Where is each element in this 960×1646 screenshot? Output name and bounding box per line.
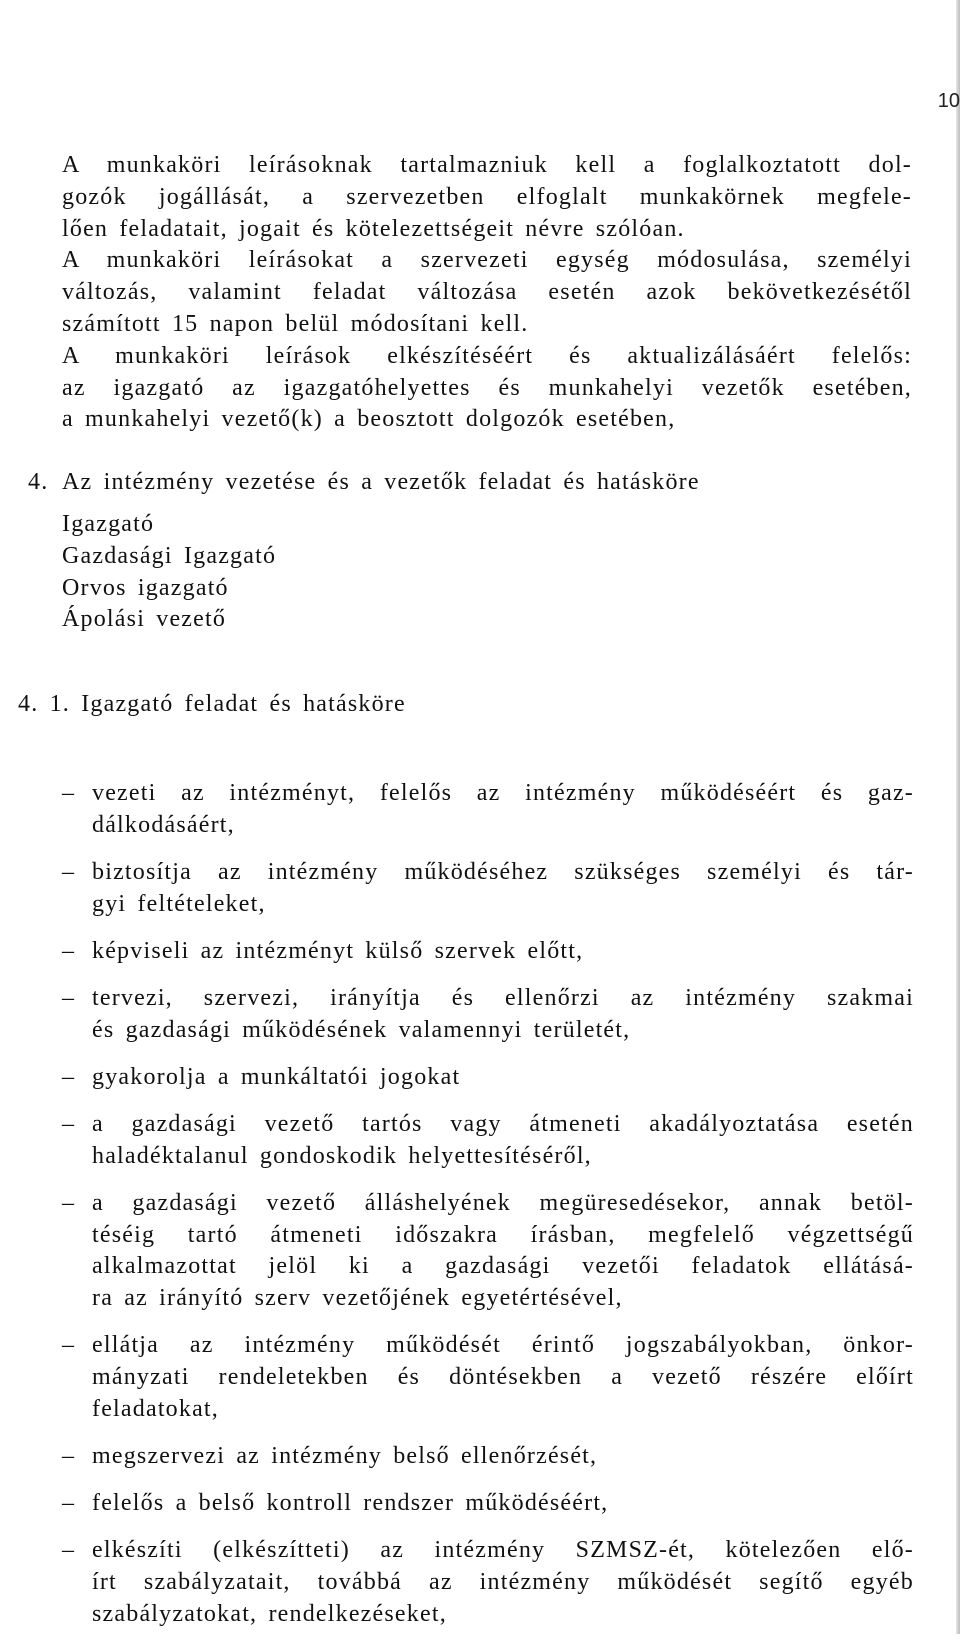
intro-paragraphs [62,150,912,436]
duties-list [62,778,914,1646]
duty-item [62,1330,914,1425]
intro-line: A munkaköri leírásokat a szervezeti egység módosulása, személyi [62,247,912,274]
duty-item [62,1535,914,1630]
dash-bullet-icon: – [62,1490,76,1517]
page-number: 10 [937,90,960,112]
intro-line: gozók jogállását, a szervezetben elfoglalt munkakörnek megfele- [62,183,912,210]
duty-line: mányzati rendeletekben és döntésekben a vezető részére előírt [92,1364,914,1391]
duty-line: téséig tartó átmeneti időszakra írásban, megfelelő végzettségű [92,1221,914,1248]
section-title: Az intézmény vezetése és a vezetők feladat és hatásköre [62,469,700,495]
intro-line: A munkaköri leírásoknak tartalmazniuk kell a foglalkoztatott dol- [62,152,912,178]
duty-line: ellátja az intézmény működését érintő jogszabályokban, önkor- [92,1332,914,1359]
duty-line: a gazdasági vezető tartós vagy átmeneti akadályoztatása esetén [92,1110,914,1137]
duty-item [62,1488,914,1520]
dash-bullet-icon: – [62,780,76,806]
duty-item [62,1188,914,1315]
dash-bullet-icon: – [62,1332,76,1359]
duty-item [62,1109,914,1173]
intro-line: változás, valamint feladat változása esetén azok bekövetkezésétől [62,279,912,306]
duty-line: gyakorolja a munkáltatói jogokat [92,1063,461,1090]
leaders-list [62,509,276,636]
duty-item [62,1062,914,1094]
duty-line: feladatokat, [92,1395,220,1422]
duty-line: megszervezi az intézmény belső ellenőrzését, [92,1442,598,1469]
dash-bullet-icon: – [62,1537,76,1564]
subsection-heading: 4. 1. Igazgató feladat és hatásköre [18,691,406,717]
dash-bullet-icon: – [62,858,76,885]
leader-item: Gazdasági Igazgató [62,542,277,569]
duty-item [62,857,914,921]
dash-bullet-icon: – [62,1442,76,1469]
intro-line: számított 15 napon belül módosítani kell. [62,310,529,337]
duty-line: képviseli az intézményt külső szervek előtt, [92,937,584,964]
page-edge [956,0,960,1634]
intro-line: az igazgató az igazgatóhelyettes és munkahelyi vezetők esetében, [62,374,912,401]
duty-line: a gazdasági vezető álláshelyének megüresedésekor, annak betöl- [92,1189,914,1216]
duty-item [62,1441,914,1473]
duty-item [62,778,914,842]
duty-line: gyi feltételeket, [92,890,266,917]
intro-line: a munkahelyi vezető(k) a beosztott dolgozók esetében, [62,406,676,433]
leader-item: Igazgató [62,511,155,537]
intro-line: lően feladatait, jogait és kötelezettségeit névre szólóan. [62,215,685,242]
leader-item: Orvos igazgató [62,574,229,601]
duty-item [62,936,914,968]
section-number: 4. [28,469,49,495]
section-heading [28,466,848,498]
dash-bullet-icon: – [62,937,76,964]
intro-line: A munkaköri leírások elkészítéséért és aktualizálásáért felelős: [62,342,912,369]
duty-item [62,983,914,1047]
duty-line: írt szabályzatait, továbbá az intézmény működését segítő egyéb [92,1568,914,1595]
duty-line: haladéktalanul gondoskodik helyettesítéséről, [92,1142,592,1169]
duty-line: elkészíti (elkészítteti) az intézmény SZMSZ-ét, kötelezően elő- [92,1537,914,1564]
duty-line: felelős a belső kontroll rendszer működéséért, [92,1490,609,1517]
duty-line: ra az irányító szerv vezetőjének egyetértésével, [92,1285,623,1312]
dash-bullet-icon: – [62,1189,76,1216]
duty-line: szabályzatokat, rendelkezéseket, [92,1600,447,1627]
duty-line: biztosítja az intézmény működéséhez szükséges személyi és tár- [92,858,914,885]
duty-line: alkalmazottat jelöl ki a gazdasági vezetői feladatok ellátásá- [92,1253,914,1280]
duty-line: dálkodásáért, [92,811,235,838]
duty-line: vezeti az intézményt, felelős az intézmény működéséért és gaz- [92,780,914,806]
leader-item: Ápolási vezető [62,606,227,633]
duty-line: tervezi, szervezi, irányítja és ellenőrzi az intézmény szakmai [92,984,914,1011]
dash-bullet-icon: – [62,1063,76,1090]
duty-line: és gazdasági működésének valamennyi területét, [92,1016,631,1043]
dash-bullet-icon: – [62,984,76,1011]
dash-bullet-icon: – [62,1110,76,1137]
